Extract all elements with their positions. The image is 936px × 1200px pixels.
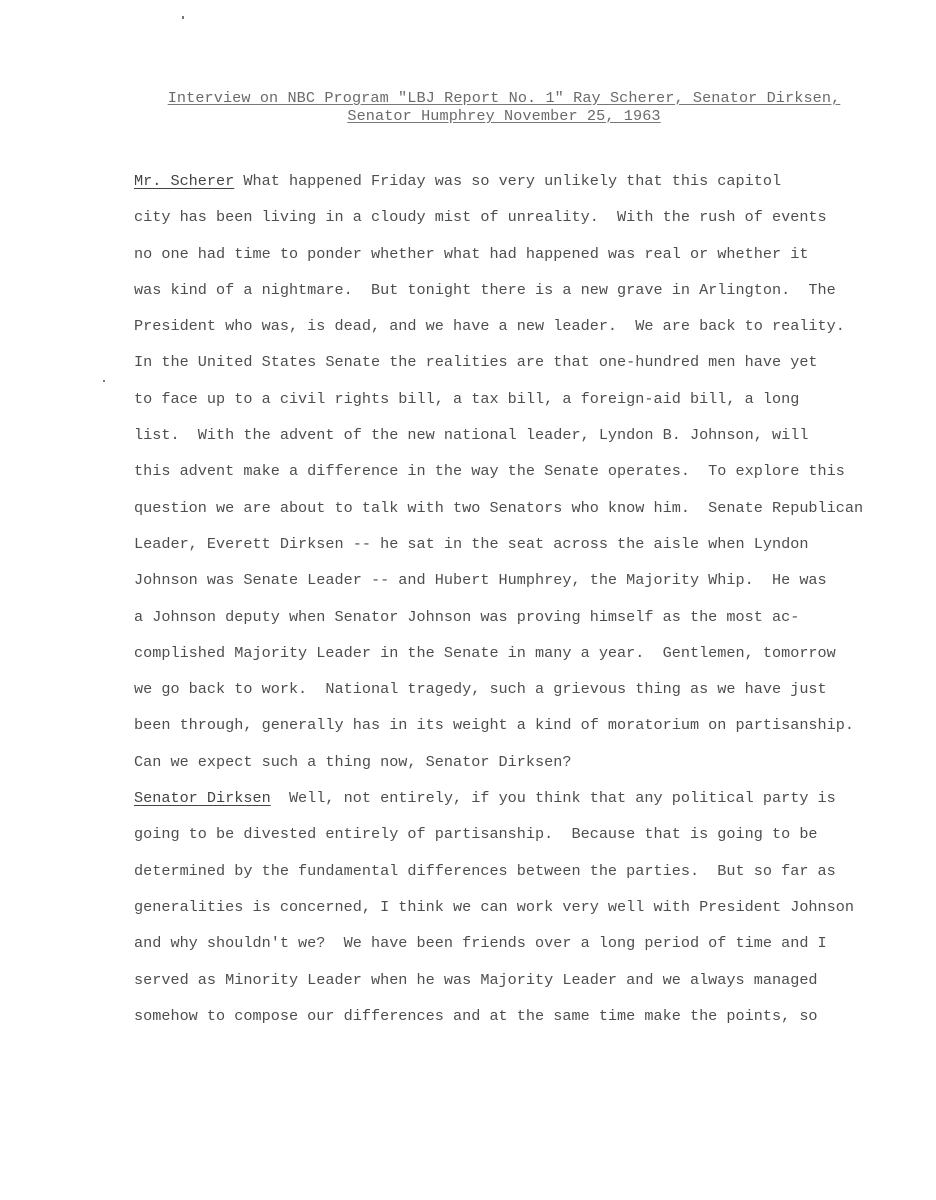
transcript-line: Johnson was Senate Leader -- and Hubert Humphrey, the Majority Whip. He was — [134, 571, 827, 590]
transcript-line: going to be divested entirely of partisanship. Because that is going to be — [134, 825, 818, 844]
transcript-line: determined by the fundamental differences between the parties. But so far as — [134, 861, 836, 880]
transcript-line: somehow to compose our differences and at the same time make the points, so — [134, 1006, 818, 1025]
transcript-line: generalities is concerned, I think we can work very well with President Johnson — [134, 897, 855, 916]
transcript-line: President who was, is dead, and we have a new leader. We are back to reality. — [134, 317, 845, 336]
transcript-line: Senator Dirksen Well, not entirely, if you think that any political party is — [134, 789, 836, 808]
transcript-line: was kind of a nightmare. But tonight there is a new grave in Arlington. The — [134, 280, 836, 299]
transcript-line: we go back to work. National tragedy, such a grievous thing as we have just — [134, 680, 827, 699]
transcript-line: list. With the advent of the new national leader, Lyndon B. Johnson, will — [134, 426, 809, 445]
header-line-2: Senator Humphrey November 25, 1963 — [347, 107, 661, 125]
transcript-line: question we are about to talk with two Senators who know him. Senate Republican — [134, 498, 864, 517]
document-header — [134, 89, 874, 125]
header-line-1: Interview on NBC Program "LBJ Report No. 1" Ray Scherer, Senator Dirksen, — [167, 89, 841, 107]
transcript-line: served as Minority Leader when he was Majority Leader and we always managed — [134, 970, 818, 989]
transcript-line: Mr. Scherer What happened Friday was so very unlikely that this capitol — [134, 172, 782, 190]
transcript-line: to face up to a civil rights bill, a tax bill, a foreign-aid bill, a long — [134, 389, 800, 408]
transcript-line: and why shouldn't we? We have been friends over a long period of time and I — [134, 934, 827, 953]
scan-speck — [182, 16, 184, 19]
transcript-body — [134, 163, 874, 1034]
transcript-line: complished Majority Leader in the Senate in many a year. Gentlemen, tomorrow — [134, 643, 836, 662]
transcript-line: In the United States Senate the realities are that one-hundred men have yet — [134, 353, 818, 372]
transcript-line: been through, generally has in its weight a kind of moratorium on partisanship. — [134, 716, 855, 735]
transcript-line: this advent make a difference in the way the Senate operates. To explore this — [134, 462, 845, 481]
speaker-label: Senator Dirksen — [134, 789, 271, 808]
speaker-label: Mr. Scherer — [134, 172, 235, 190]
transcript-line: Can we expect such a thing now, Senator Dirksen? — [134, 752, 572, 771]
transcript-line: a Johnson deputy when Senator Johnson was proving himself as the most ac- — [134, 607, 800, 626]
transcript-line: city has been living in a cloudy mist of unreality. With the rush of events — [134, 208, 827, 227]
transcript-line: no one had time to ponder whether what had happened was real or whether it — [134, 244, 809, 263]
transcript-line: Leader, Everett Dirksen -- he sat in the seat across the aisle when Lyndon — [134, 534, 809, 553]
scan-speck — [103, 380, 105, 382]
